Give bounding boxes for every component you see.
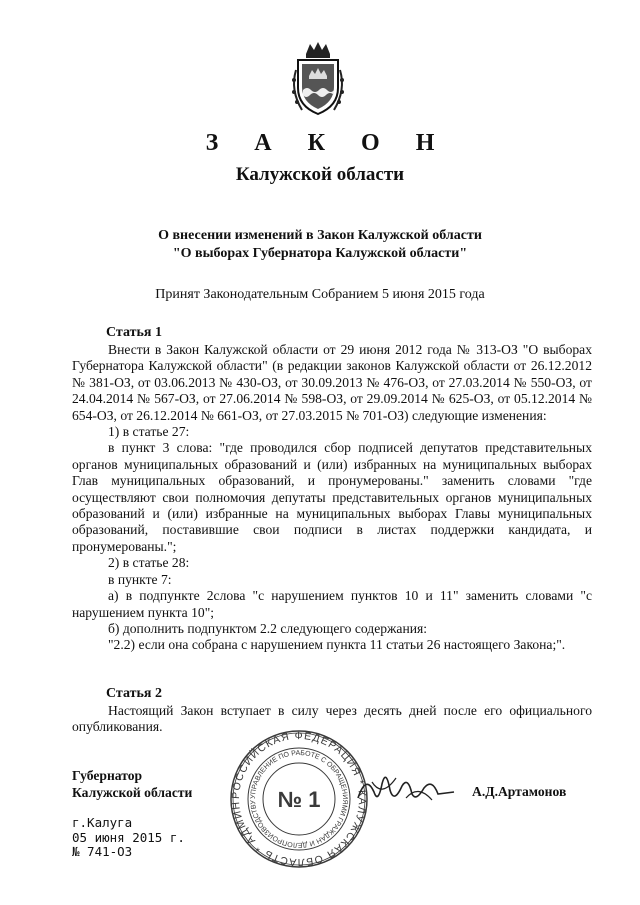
paragraph: в пункт 3 слова: "где проводился сбор подписей депутатов представительных органов муниципальных образований и (или) избранных на муниципальных выборах Глав муниципальных образований, и пронумерованы." заменить словами "где осуществляют свои полномочия депутаты представительных органов муниципальных образований и (или) избранные на муниципальных выборах Главы муниципальных образований, поставившие свои подписи в листах поддержки кандидата, и пронумерованы."; bbox=[72, 440, 592, 554]
date-text: 05 июня 2015 г. bbox=[72, 829, 185, 845]
document-footer bbox=[72, 816, 185, 860]
article-2-label: Статья 2 bbox=[106, 686, 162, 701]
paragraph: 1) в статье 27: bbox=[108, 424, 190, 440]
law-heading-line2: "О выборах Губернатора Калужской области" bbox=[172, 246, 468, 261]
governor-line: Губернатор bbox=[72, 768, 143, 783]
document-title: З А К О Н bbox=[205, 130, 450, 156]
paragraph: "2.2) если она собрана с нарушением пункта 11 статьи 26 настоящего Закона;". bbox=[108, 637, 566, 653]
adoption-line: Принят Законодательным Собранием 5 июня 2015 года bbox=[155, 287, 485, 302]
signer-name: А.Д.Артамонов bbox=[472, 784, 567, 799]
governor-line: Калужской области bbox=[72, 784, 193, 800]
seal-outer-text: РОССИЙСКАЯ ФЕДЕРАЦИЯ * КАЛУЖСКАЯ ОБЛАСТЬ * АДМИН bbox=[229, 729, 369, 869]
paragraph: б) дополнить подпунктом 2.2 следующего содержания: bbox=[108, 620, 428, 636]
paragraph: 2) в статье 28: bbox=[108, 555, 190, 571]
article-1-body bbox=[72, 342, 592, 654]
paragraph: а) в подпункте 2слова "с нарушением пунктов 10 и 11" заменить словами "с нарушением пункта 10"; bbox=[72, 588, 592, 620]
paragraph: Настоящий Закон вступает в силу через десять дней после его официального опубликования. bbox=[72, 703, 592, 735]
coat-of-arms-icon bbox=[288, 40, 348, 118]
law-heading-line1: О внесении изменений в Закон Калужской области bbox=[158, 228, 482, 243]
signature-icon bbox=[352, 764, 462, 812]
paragraph: Внести в Закон Калужской области от 29 июня 2012 года № 313-ОЗ "О выборах Губернатора Калужской области" (в редакции законов Калужской области от 26.12.2012 № 381-ОЗ, от 03.06.2013 № 430-ОЗ, от 30.09.2013 № 476-ОЗ, от 27.03.2014 № 550-ОЗ, от 24.04.2014 № 567-ОЗ, от 27.06.2014 № 598-ОЗ, от 29.09.2014 № 625-ОЗ, от 05.12.2014 № 654-ОЗ, от 26.12.2014 № 661-ОЗ, от 27.03.2015 № 701-ОЗ) следующие изменения: bbox=[72, 342, 592, 423]
article-1-label: Статья 1 bbox=[106, 325, 162, 340]
governor-title bbox=[72, 768, 192, 801]
seal-number: № 1 bbox=[277, 787, 321, 812]
place-text: г.Калуга bbox=[72, 815, 133, 830]
seal-inner-text: УПРАВЛЕНИЕ ПО РАБОТЕ С ОБРАЩЕНИЯМИ ГРАЖДАН И ДЕЛОПРОИЗВОДСТВУ bbox=[249, 749, 349, 849]
law-number: № 741-ОЗ bbox=[72, 844, 133, 859]
paragraph: в пункте 7: bbox=[108, 571, 172, 587]
document-subtitle: Калужской области bbox=[235, 164, 405, 185]
